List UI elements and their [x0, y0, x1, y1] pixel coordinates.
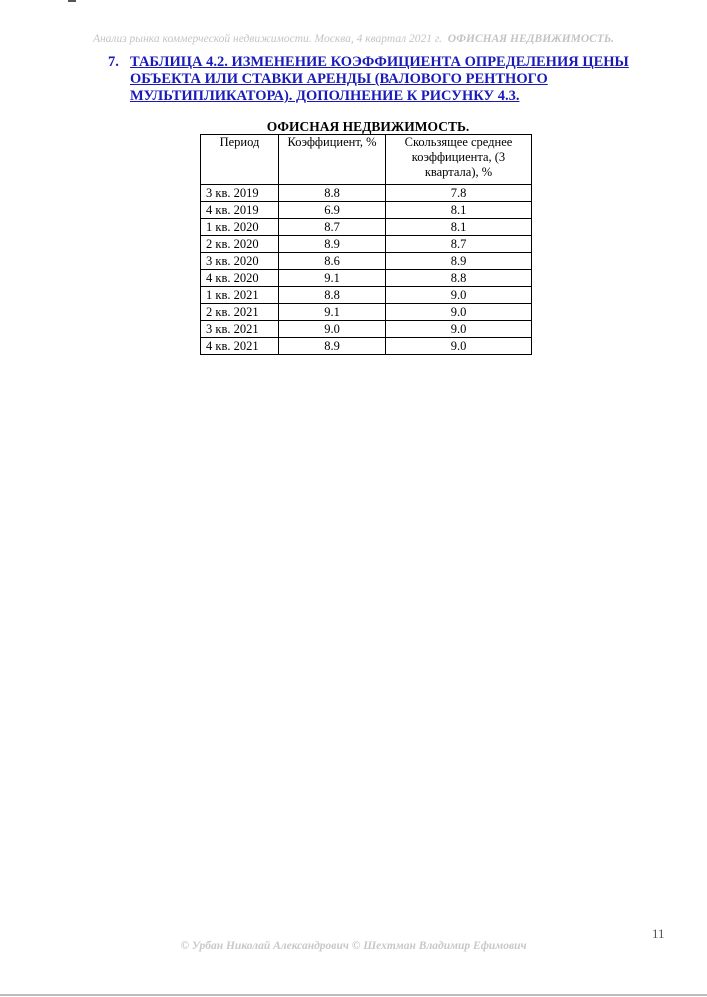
table-row [201, 219, 532, 236]
cell-moving-average: 8.1 [386, 202, 532, 219]
cell-period: 3 кв. 2021 [201, 321, 279, 338]
table-row [201, 304, 532, 321]
table-row [201, 321, 532, 338]
table-row [201, 338, 532, 355]
bottom-divider [0, 994, 707, 996]
table-head [201, 135, 532, 185]
cell-moving-average: 9.0 [386, 321, 532, 338]
table-row [201, 253, 532, 270]
cell-moving-average: 7.8 [386, 185, 532, 202]
cell-coefficient: 9.1 [279, 270, 386, 287]
cell-period: 4 кв. 2019 [201, 202, 279, 219]
running-header-emphasis: ОФИСНАЯ НЕДВИЖИМОСТЬ. [447, 33, 615, 45]
cell-period: 2 кв. 2021 [201, 304, 279, 321]
column-header-moving-average: Скользящее среднее коэффициента, (3 квартала), % [386, 135, 532, 185]
cell-moving-average: 8.8 [386, 270, 532, 287]
cell-moving-average: 8.1 [386, 219, 532, 236]
cell-moving-average: 9.0 [386, 338, 532, 355]
cell-period: 1 кв. 2020 [201, 219, 279, 236]
section-title-link[interactable]: ТАБЛИЦА 4.2. ИЗМЕНЕНИЕ КОЭФФИЦИЕНТА ОПРЕДЕЛЕНИЯ ЦЕНЫ ОБЪЕКТА ИЛИ СТАВКИ АРЕНДЫ (ВАЛОВОГО РЕНТНОГО МУЛЬТИПЛИКАТОРА). ДОПОЛНЕНИЕ К РИСУНКУ 4.3. [130, 54, 629, 104]
page-number: 11 [652, 926, 665, 941]
cell-period: 2 кв. 2020 [201, 236, 279, 253]
cell-coefficient: 8.7 [279, 219, 386, 236]
cell-coefficient: 8.8 [279, 287, 386, 304]
cell-period: 3 кв. 2019 [201, 185, 279, 202]
cell-moving-average: 9.0 [386, 287, 532, 304]
cell-moving-average: 9.0 [386, 304, 532, 321]
cell-coefficient: 9.1 [279, 304, 386, 321]
column-header-coefficient: Коэффициент, % [279, 135, 386, 185]
section-heading[interactable] [108, 54, 648, 105]
cell-coefficient: 6.9 [279, 202, 386, 219]
cell-coefficient: 8.6 [279, 253, 386, 270]
cell-period: 4 кв. 2021 [201, 338, 279, 355]
cell-period: 1 кв. 2021 [201, 287, 279, 304]
table-row [201, 287, 532, 304]
top-edge-mark [68, 0, 76, 2]
footer-copyright: © Урбан Николай Александрович © Шехтман Владимир Ефимович [180, 940, 527, 952]
column-header-period: Период [201, 135, 279, 185]
cell-period: 3 кв. 2020 [201, 253, 279, 270]
table-row [201, 185, 532, 202]
cell-period: 4 кв. 2020 [201, 270, 279, 287]
cell-moving-average: 8.9 [386, 253, 532, 270]
cell-coefficient: 8.9 [279, 338, 386, 355]
table-body [201, 185, 532, 355]
running-header-text: Анализ рынка коммерческой недвижимости. Москва, 4 квартал 2021 г. [92, 33, 443, 45]
cell-coefficient: 8.8 [279, 185, 386, 202]
table-header-row [201, 135, 532, 185]
data-table [200, 134, 532, 355]
table-row [201, 202, 532, 219]
table-row [201, 236, 532, 253]
cell-coefficient: 9.0 [279, 321, 386, 338]
running-header [0, 33, 707, 45]
section-number: 7. [108, 54, 119, 70]
table-row [201, 270, 532, 287]
table-caption: ОФИСНАЯ НЕДВИЖИМОСТЬ. [266, 119, 470, 134]
cell-moving-average: 8.7 [386, 236, 532, 253]
cell-coefficient: 8.9 [279, 236, 386, 253]
